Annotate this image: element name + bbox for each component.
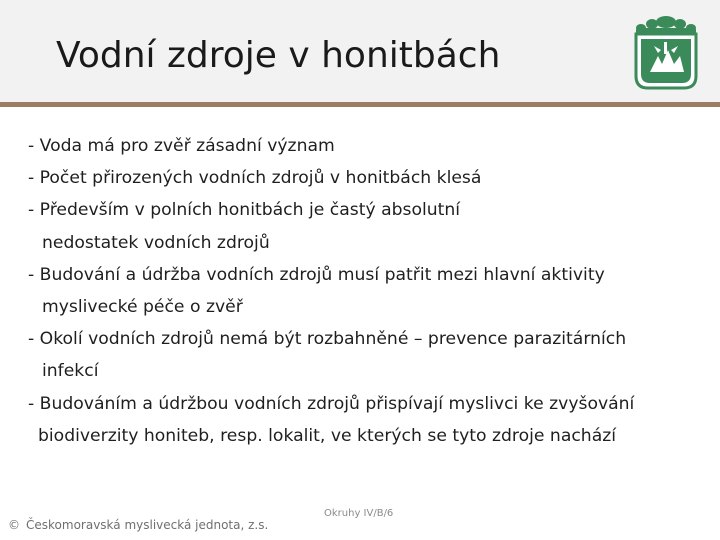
slide-title: Vodní zdroje v honitbách	[56, 35, 501, 76]
bullet-line-continued: myslivecké péče o zvěř	[42, 297, 243, 318]
bullet-line-continued: nedostatek vodních zdrojů	[42, 232, 270, 253]
bullet-line: - Budováním a údržbou vodních zdrojů přispívají myslivci ke zvyšování	[28, 393, 635, 414]
bullet-item	[28, 130, 708, 162]
bullet-item	[28, 259, 708, 323]
bullet-line: - Okolí vodních zdrojů nemá být rozbahněné – prevence parazitárních	[28, 329, 627, 350]
footer-copyright	[8, 518, 268, 532]
bullet-line: - Voda má pro zvěř zásadní význam	[28, 136, 335, 156]
footer-page-label: Okruhy IV/B/6	[324, 508, 394, 519]
bullet-line-continued: biodiverzity honiteb, resp. lokalit, ve kterých se tyto zdroje nachází	[38, 425, 617, 446]
footer-organization: Českomoravská myslivecká jednota, z.s.	[26, 518, 269, 532]
copyright-icon: ©	[8, 518, 20, 532]
bullet-line: - Především v polních honitbách je častý absolutní	[28, 200, 461, 221]
bullet-line: - Budování a údržba vodních zdrojů musí patřit mezi hlavní aktivity	[28, 264, 605, 285]
bullet-item	[28, 388, 708, 452]
cmmj-emblem-icon	[628, 12, 704, 92]
slide-header	[0, 0, 720, 106]
bullet-item	[28, 162, 708, 194]
bullet-item	[28, 194, 708, 258]
bullet-item	[28, 323, 708, 387]
bullet-list	[28, 130, 708, 452]
header-divider	[0, 102, 720, 107]
bullet-line-continued: infekcí	[42, 361, 99, 382]
bullet-line: - Počet přirozených vodních zdrojů v honitbách klesá	[28, 168, 482, 189]
